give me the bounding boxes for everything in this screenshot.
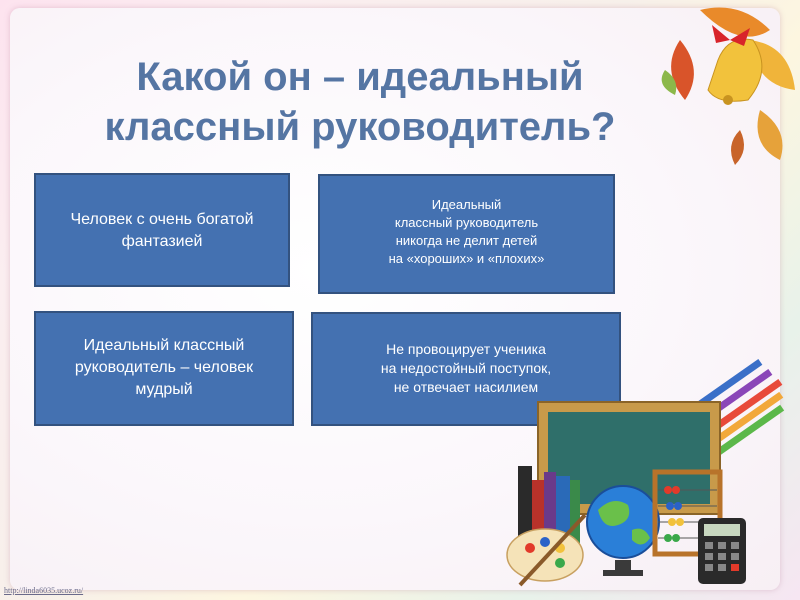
box-rich-imagination: Человек с очень богатой фантазией <box>34 173 290 287</box>
calculator-icon <box>698 518 746 584</box>
globe-icon <box>587 486 659 576</box>
box-no-provocation: Не провоцирует ученика на недостойный поступок, не отвечает насилием <box>311 312 621 426</box>
title-line-2: классный руководитель? <box>104 105 616 149</box>
box-no-division: Идеальный классный руководитель никогда не делит детей на «хороших» и «плохих» <box>318 174 615 294</box>
bell-bow-icon <box>708 25 762 105</box>
footer-link[interactable]: http://linda6035.ucoz.ru/ <box>4 586 84 595</box>
box-wise-person: Идеальный классный руководитель – человек мудрый <box>34 311 294 426</box>
title-line-1: Какой он – идеальный <box>136 55 584 99</box>
